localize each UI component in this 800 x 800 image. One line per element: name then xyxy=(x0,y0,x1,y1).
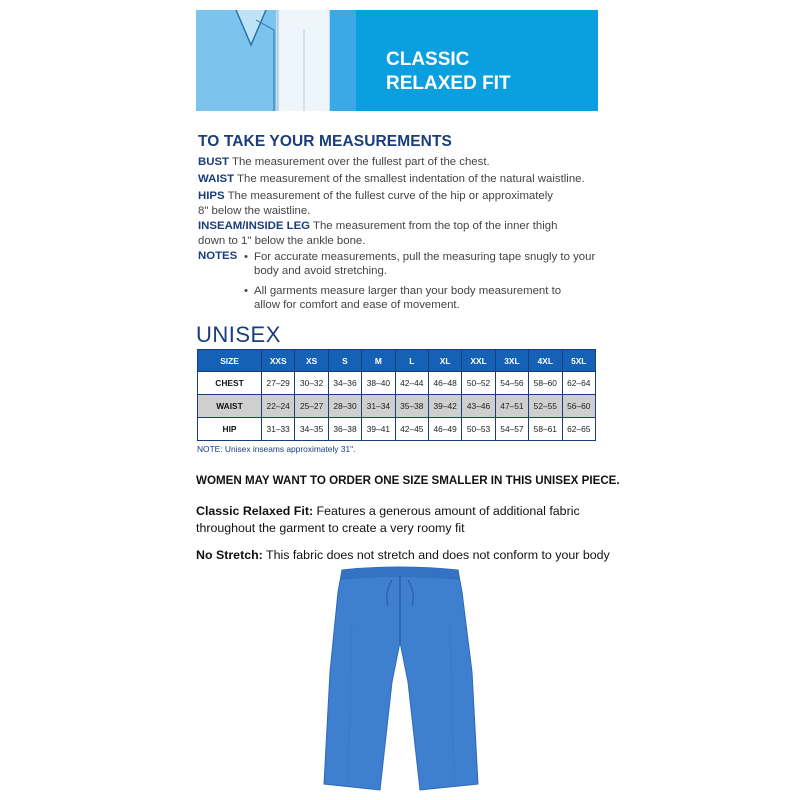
unisex-heading: UNISEX xyxy=(196,322,281,347)
table-header-cell: 4XL xyxy=(529,350,562,372)
table-cell: 38–40 xyxy=(362,372,395,395)
note-2 xyxy=(244,284,604,312)
note-2-line1: All garments measure larger than your body measurement to xyxy=(254,285,562,297)
table-cell: 34–35 xyxy=(295,418,328,441)
table-cell: 52–55 xyxy=(529,395,562,418)
measurements-heading: TO TAKE YOUR MEASUREMENTS xyxy=(198,133,452,150)
waist-label: WAIST xyxy=(198,173,235,185)
table-header-cell: XXS xyxy=(262,350,295,372)
table-header-cell: XL xyxy=(428,350,461,372)
inseam-text-1: The measurement from the top of the inner thigh xyxy=(313,220,558,232)
inseam-note-label: NOTE: xyxy=(197,444,223,454)
table-cell: 36–38 xyxy=(328,418,361,441)
stretch-label: No Stretch: xyxy=(196,548,263,562)
hips-text-2: 8" below the waistline. xyxy=(198,204,311,217)
table-cell: 27–29 xyxy=(262,372,295,395)
table-header-cell: SIZE xyxy=(198,350,262,372)
bust-definition xyxy=(198,155,608,170)
inseam-label: INSEAM/INSIDE LEG xyxy=(198,220,311,232)
table-cell: 25–27 xyxy=(295,395,328,418)
table-header-cell: S xyxy=(328,350,361,372)
table-cell: 46–49 xyxy=(428,418,461,441)
table-header-cell: M xyxy=(362,350,395,372)
table-header-cell: L xyxy=(395,350,428,372)
bullet-icon: • xyxy=(244,251,248,263)
table-cell: 56–60 xyxy=(562,395,595,418)
hips-text-1: The measurement of the fullest curve of the hip or approximately xyxy=(227,190,553,202)
scrub-garment-illustration xyxy=(196,10,356,111)
table-cell: 50–53 xyxy=(462,418,495,441)
table-header-cell: XXL xyxy=(462,350,495,372)
scrub-pants-image xyxy=(312,562,488,794)
table-header-row xyxy=(198,350,596,372)
row-label: HIP xyxy=(198,418,262,441)
banner-title xyxy=(386,48,511,96)
table-cell: 31–33 xyxy=(262,418,295,441)
waist-text: The measurement of the smallest indentation of the natural waistline. xyxy=(237,173,585,185)
table-cell: 34–36 xyxy=(328,372,361,395)
bust-text: The measurement over the fullest part of the chest. xyxy=(231,156,490,168)
table-cell: 62–64 xyxy=(562,372,595,395)
table-cell: 30–32 xyxy=(295,372,328,395)
bullet-icon: • xyxy=(244,285,248,297)
hips-label: HIPS xyxy=(198,190,225,202)
table-header-cell: 5XL xyxy=(562,350,595,372)
table-row-hip xyxy=(198,418,596,441)
table-cell: 58–60 xyxy=(529,372,562,395)
table-cell: 22–24 xyxy=(262,395,295,418)
table-header-cell: XS xyxy=(295,350,328,372)
table-cell: 54–56 xyxy=(495,372,528,395)
bust-label: BUST xyxy=(198,156,230,168)
table-cell: 47–51 xyxy=(495,395,528,418)
note-2-line2: allow for comfort and ease of movement. xyxy=(254,299,460,311)
table-cell: 42–44 xyxy=(395,372,428,395)
inseam-definition xyxy=(198,219,608,248)
fit-label: Classic Relaxed Fit: xyxy=(196,504,314,518)
table-cell: 58–61 xyxy=(529,418,562,441)
inseam-text-2: down to 1" below the ankle bone. xyxy=(198,234,366,247)
table-cell: 42–45 xyxy=(395,418,428,441)
table-row-chest xyxy=(198,372,596,395)
table-cell: 31–34 xyxy=(362,395,395,418)
table-cell: 54–57 xyxy=(495,418,528,441)
banner-title-line2: RELAXED FIT xyxy=(386,73,511,94)
note-1 xyxy=(244,250,604,278)
table-header-cell: 3XL xyxy=(495,350,528,372)
inseam-note xyxy=(197,444,355,454)
table-cell: 39–41 xyxy=(362,418,395,441)
row-label: CHEST xyxy=(198,372,262,395)
header-banner xyxy=(196,10,598,111)
row-label: WAIST xyxy=(198,395,262,418)
notes-label: NOTES xyxy=(198,250,238,262)
inseam-note-text: Unisex inseams approximately 31". xyxy=(224,444,356,454)
size-chart-table xyxy=(197,349,596,441)
table-cell: 62–65 xyxy=(562,418,595,441)
table-cell: 46–48 xyxy=(428,372,461,395)
banner-title-line1: CLASSIC xyxy=(386,49,470,70)
table-cell: 28–30 xyxy=(328,395,361,418)
note-1-line1: For accurate measurements, pull the measuring tape snugly to your xyxy=(254,251,596,263)
table-cell: 43–46 xyxy=(462,395,495,418)
table-cell: 39–42 xyxy=(428,395,461,418)
waist-definition xyxy=(198,172,608,187)
table-row-waist xyxy=(198,395,596,418)
hips-definition xyxy=(198,189,608,218)
note-1-line2: body and avoid stretching. xyxy=(254,265,387,277)
fit-description xyxy=(196,503,616,536)
sizing-warning: WOMEN MAY WANT TO ORDER ONE SIZE SMALLER IN THIS UNISEX PIECE. xyxy=(196,474,620,487)
stretch-text: This fabric does not stretch and does not conform to your body xyxy=(266,548,610,562)
fit-text: Features a generous amount of additional fabric throughout the garment to create a very roomy fit xyxy=(196,504,580,535)
table-cell: 35–38 xyxy=(395,395,428,418)
table-cell: 50–52 xyxy=(462,372,495,395)
